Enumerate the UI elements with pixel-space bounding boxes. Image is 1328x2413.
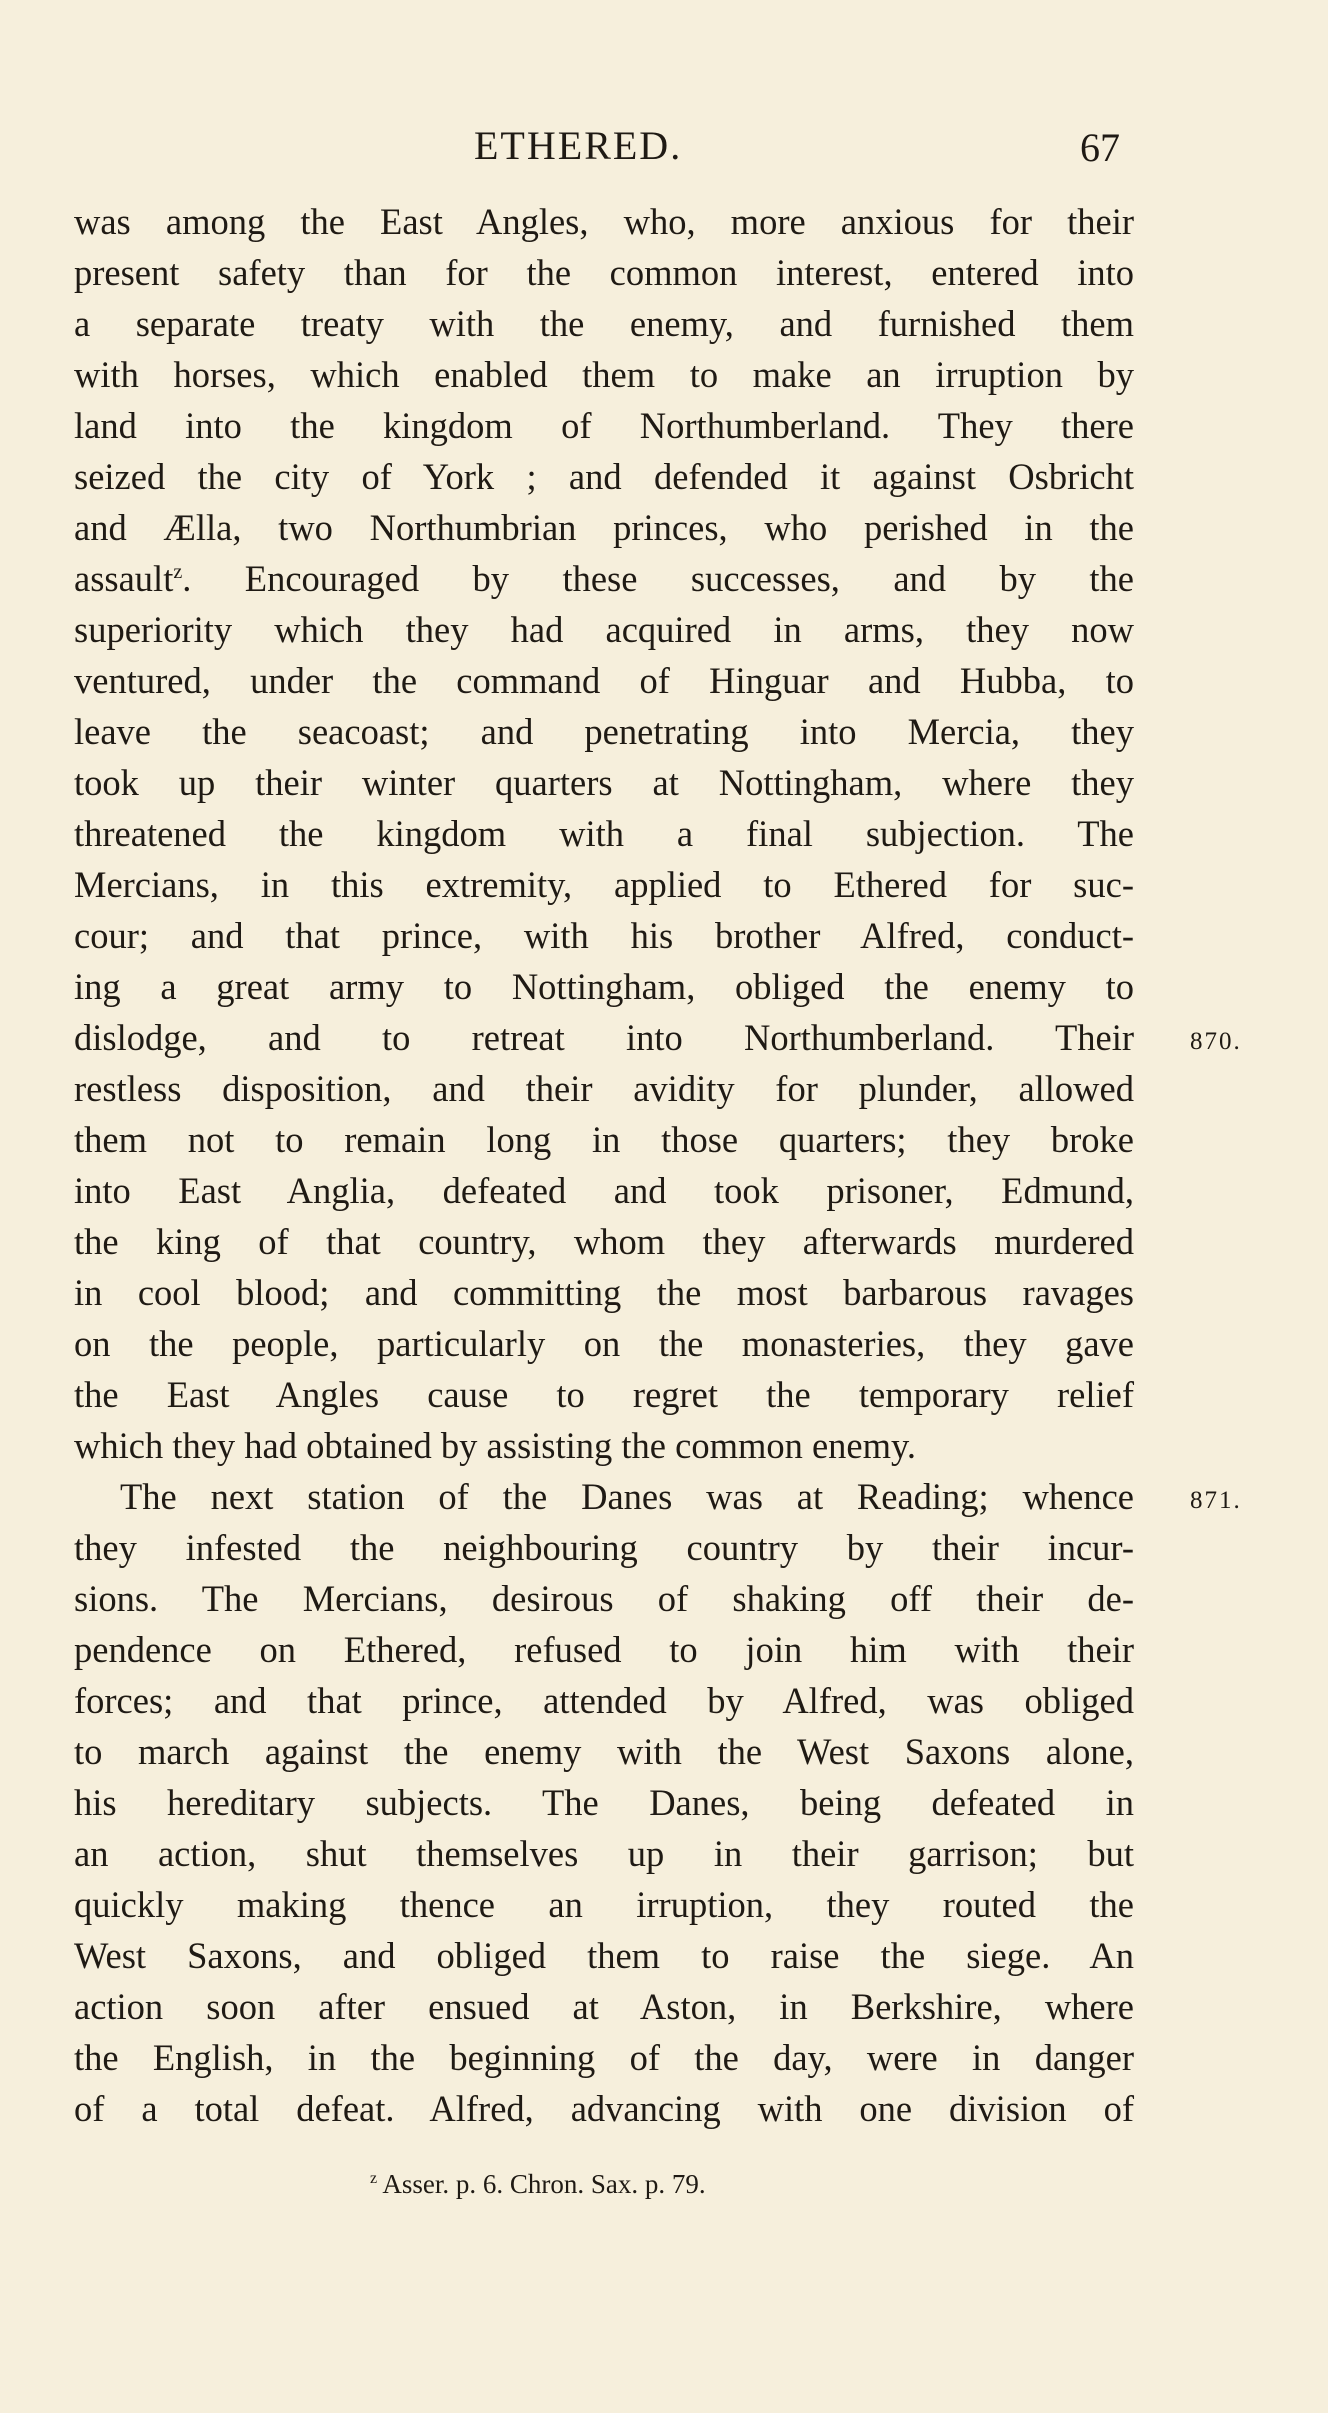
text-line-content: pendence on Ethered, refused to join him with their — [74, 1629, 1134, 1670]
text-line — [74, 2083, 1134, 2134]
text-line-content: of a total defeat. Alfred, advancing with one division of — [74, 2088, 1134, 2129]
text-line — [74, 1318, 1134, 1369]
text-line-content: his hereditary subjects. The Danes, being defeated in — [74, 1782, 1134, 1823]
text-line-content: forces; and that prince, attended by Alfred, was obliged — [74, 1680, 1134, 1721]
text-line — [74, 655, 1134, 706]
text-line-content: with horses, which enabled them to make an irruption by — [74, 354, 1134, 395]
text-line — [74, 757, 1134, 808]
text-line-content: restless disposition, and their avidity for plunder, allowed — [74, 1068, 1134, 1109]
text-line-content: ventured, under the command of Hinguar and Hubba, to — [74, 660, 1134, 701]
text-line-content: in cool blood; and committing the most barbarous ravages — [74, 1272, 1134, 1313]
text-line — [74, 2032, 1134, 2083]
text-line — [74, 1879, 1134, 1930]
footnote-reference: z — [173, 560, 183, 583]
page-number: 67 — [1080, 125, 1120, 170]
text-line — [74, 553, 1134, 604]
text-line — [74, 1267, 1134, 1318]
text-line — [74, 1420, 1134, 1471]
text-line-content: Mercians, in this extremity, applied to Ethered for suc- — [74, 864, 1134, 905]
text-line-content: the king of that country, whom they afterwards murdered — [74, 1221, 1134, 1262]
text-line — [74, 1522, 1134, 1573]
text-line-content: cour; and that prince, with his brother Alfred, conduct- — [74, 915, 1134, 956]
text-line — [74, 1930, 1134, 1981]
text-line-continuation: . Encouraged by these successes, and by the — [182, 558, 1134, 599]
text-line — [74, 1114, 1134, 1165]
margin-note-year-870: 870. — [1190, 1028, 1242, 1055]
text-line — [74, 247, 1134, 298]
text-line-content: the East Angles cause to regret the temporary relief — [74, 1374, 1134, 1415]
text-line-content: was among the East Angles, who, more anxious for their — [74, 201, 1134, 242]
text-line-content: leave the seacoast; and penetrating into Mercia, they — [74, 711, 1134, 752]
text-line-content: assault — [74, 558, 174, 599]
footnote — [370, 2164, 706, 2204]
text-line — [74, 1165, 1134, 1216]
text-line — [74, 1063, 1134, 1114]
footnote-marker: z — [370, 2170, 378, 2187]
text-line-content: West Saxons, and obliged them to raise the siege. An — [74, 1935, 1134, 1976]
text-line-content: on the people, particularly on the monasteries, they gave — [74, 1323, 1134, 1364]
text-line-content: threatened the kingdom with a final subjection. The — [74, 813, 1134, 854]
text-line — [74, 1624, 1134, 1675]
text-line — [74, 1471, 1134, 1522]
text-line — [74, 1981, 1134, 2032]
text-line — [74, 1216, 1134, 1267]
body-text — [74, 196, 1134, 2134]
text-line — [74, 910, 1134, 961]
text-line-content: The next station of the Danes was at Reading; whence — [120, 1476, 1134, 1517]
text-line — [74, 1012, 1134, 1063]
text-line — [74, 706, 1134, 757]
text-line — [74, 1675, 1134, 1726]
text-line-content: into East Anglia, defeated and took prisoner, Edmund, — [74, 1170, 1134, 1211]
margin-note-year-871: 871. — [1190, 1487, 1242, 1514]
text-line-content: the English, in the beginning of the day, were in danger — [74, 2037, 1134, 2078]
text-line — [74, 298, 1134, 349]
text-line — [74, 961, 1134, 1012]
text-line-content: an action, shut themselves up in their garrison; but — [74, 1833, 1134, 1874]
text-line — [74, 1573, 1134, 1624]
text-line — [74, 1369, 1134, 1420]
text-line-content: to march against the enemy with the West Saxons alone, — [74, 1731, 1134, 1772]
text-line-content: seized the city of York ; and defended it against Osbricht — [74, 456, 1134, 497]
text-line-content: them not to remain long in those quarters; they broke — [74, 1119, 1134, 1160]
text-line — [74, 1828, 1134, 1879]
text-line — [74, 400, 1134, 451]
text-line — [74, 451, 1134, 502]
text-line — [74, 349, 1134, 400]
text-line-content: land into the kingdom of Northumberland. They there — [74, 405, 1134, 446]
text-line-content: present safety than for the common interest, entered into — [74, 252, 1134, 293]
text-line — [74, 1726, 1134, 1777]
text-line — [74, 808, 1134, 859]
text-line — [74, 502, 1134, 553]
text-line — [74, 859, 1134, 910]
text-line-content: quickly making thence an irruption, they routed the — [74, 1884, 1134, 1925]
text-line-content: took up their winter quarters at Nottingham, where they — [74, 762, 1134, 803]
text-line-content: which they had obtained by assisting the common enemy. — [74, 1425, 917, 1466]
text-line — [74, 1777, 1134, 1828]
text-line — [74, 604, 1134, 655]
text-line — [74, 196, 1134, 247]
text-line-content: and Ælla, two Northumbrian princes, who perished in the — [74, 507, 1134, 548]
text-line-content: ing a great army to Nottingham, obliged the enemy to — [74, 966, 1134, 1007]
text-line-content: dislodge, and to retreat into Northumberland. Their — [74, 1017, 1134, 1058]
text-line-content: action soon after ensued at Aston, in Berkshire, where — [74, 1986, 1134, 2027]
text-line-content: a separate treaty with the enemy, and furnished them — [74, 303, 1134, 344]
text-line-content: superiority which they had acquired in arms, they now — [74, 609, 1134, 650]
running-head-title: ETHERED. — [474, 123, 683, 168]
text-line-content: sions. The Mercians, desirous of shaking off their de- — [74, 1578, 1134, 1619]
footnote-text: Asser. p. 6. Chron. Sax. p. 79. — [382, 2169, 706, 2199]
text-line-content: they infested the neighbouring country by their incur- — [74, 1527, 1134, 1568]
